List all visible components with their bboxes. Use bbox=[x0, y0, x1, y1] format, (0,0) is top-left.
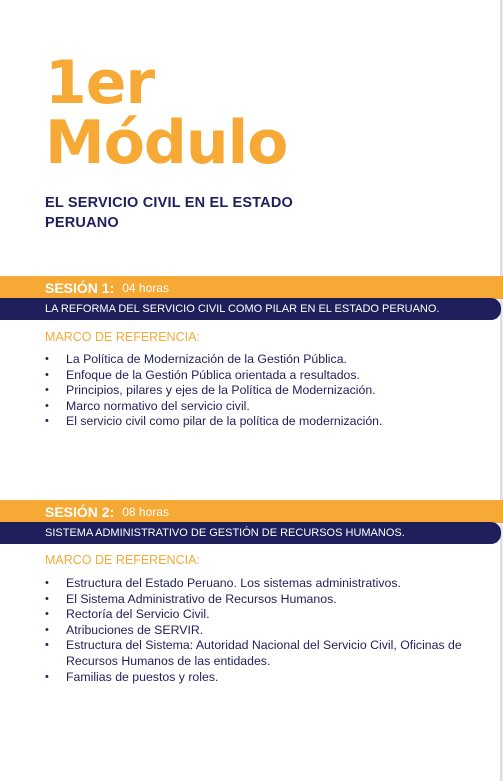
session-1-hours: 04 horas bbox=[122, 280, 169, 295]
list-item: • La Política de Modernización de la Gestión Pública. bbox=[45, 352, 475, 368]
session-1-label: SESIÓN 1: bbox=[45, 279, 115, 296]
session-2-item-list bbox=[45, 576, 475, 685]
list-item: • El Sistema Administrativo de Recursos Humanos. bbox=[45, 592, 475, 608]
list-item: • Familias de puestos y roles. bbox=[45, 670, 475, 686]
list-item: • Estructura del Sistema: Autoridad Nacional del Servicio Civil, Oficinas de Recursos Humanos de las entidades. bbox=[45, 638, 475, 669]
session-2-topic: SISTEMA ADMINISTRATIVO DE GESTIÓN DE RECURSOS HUMANOS. bbox=[0, 522, 501, 544]
list-item: • Estructura del Estado Peruano. Los sistemas administrativos. bbox=[45, 576, 475, 592]
session-1-reference-heading: MARCO DE REFERENCIA: bbox=[45, 330, 200, 344]
module-number: 1er bbox=[45, 48, 155, 118]
session-2-header bbox=[0, 500, 503, 523]
session-2-reference-heading: MARCO DE REFERENCIA: bbox=[45, 553, 200, 567]
list-item: • Enfoque de la Gestión Pública orientada a resultados. bbox=[45, 368, 475, 384]
session-1-item-list bbox=[45, 352, 475, 430]
session-2-hours: 08 horas bbox=[122, 504, 169, 519]
module-title: Módulo bbox=[45, 108, 288, 178]
module-subtitle: EL SERVICIO CIVIL EN EL ESTADO PERUANO bbox=[45, 195, 293, 231]
list-item: • Rectoría del Servicio Civil. bbox=[45, 607, 475, 623]
list-item: • Atribuciones de SERVIR. bbox=[45, 623, 475, 639]
list-item: • Principios, pilares y ejes de la Política de Modernización. bbox=[45, 383, 475, 399]
session-2-label: SESIÓN 2: bbox=[45, 503, 115, 520]
session-1-topic: LA REFORMA DEL SERVICIO CIVIL COMO PILAR EN EL ESTADO PERUANO. bbox=[0, 298, 501, 320]
list-item: • El servicio civil como pilar de la política de modernización. bbox=[45, 414, 475, 430]
list-item: • Marco normativo del servicio civil. bbox=[45, 399, 475, 415]
session-1-header bbox=[0, 276, 503, 299]
